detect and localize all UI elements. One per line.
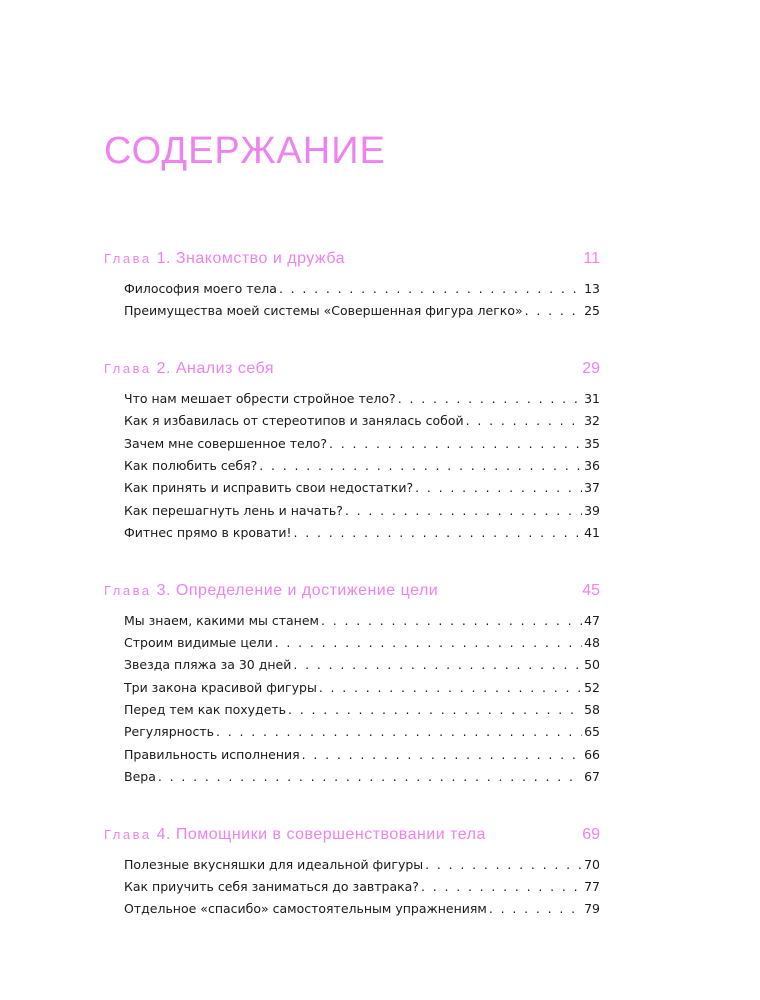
dot-leader: [216, 721, 582, 743]
chapter-4: [104, 823, 600, 921]
entry-page: 32: [584, 413, 600, 429]
chapter-entries: [104, 854, 600, 921]
entry-title: Как я избавилась от стереотипов и занялась собой: [124, 413, 464, 429]
chapter-heading[interactable]: [104, 357, 600, 381]
dot-leader: [425, 854, 582, 876]
entry-page: 47: [584, 612, 600, 628]
toc-entry[interactable]: [124, 744, 600, 766]
dot-leader: [329, 433, 582, 455]
chapter-entries: [104, 278, 600, 323]
toc-entry[interactable]: [124, 699, 600, 721]
chapter-prefix: Глава: [104, 251, 152, 266]
entry-title: Как принять и исправить свои недостатки?: [124, 480, 414, 496]
entry-page: 79: [584, 901, 600, 917]
entry-page: 66: [584, 746, 600, 762]
toc-entry[interactable]: [124, 766, 600, 788]
chapter-heading[interactable]: [104, 823, 600, 847]
toc-entry[interactable]: [124, 500, 600, 522]
chapter-prefix: Глава: [104, 582, 152, 598]
chapter-page: 69: [582, 825, 600, 843]
dot-leader: [421, 876, 582, 898]
chapter-heading[interactable]: [104, 579, 600, 603]
chapter-title: Помощники в совершенствовании тела: [175, 825, 486, 843]
entry-page: 35: [584, 435, 600, 451]
entry-title: Фитнес прямо в кровати!: [124, 525, 292, 541]
entry-title: Как полюбить себя?: [124, 457, 258, 473]
entry-page: 37: [584, 480, 600, 496]
toc-entry[interactable]: [124, 610, 600, 632]
dot-leader: [345, 500, 582, 522]
entry-page: 58: [584, 702, 600, 718]
dot-leader: [525, 300, 582, 322]
chapter-prefix: Глава: [104, 360, 152, 376]
entry-title: Полезные вкусняшки для идеальной фигуры: [124, 856, 424, 872]
table-of-contents: [104, 247, 600, 955]
chapter-number: 3.: [156, 581, 171, 599]
chapter-label: [104, 357, 274, 381]
entry-title: Перед тем как похудеть: [124, 702, 287, 718]
chapter-page: 29: [582, 359, 600, 377]
chapter-number: 4.: [156, 825, 171, 843]
dot-leader: [288, 699, 582, 721]
chapter-page: 45: [582, 581, 600, 599]
entry-title: Вера: [124, 769, 156, 785]
entry-title: Звезда пляжа за 30 дней: [124, 657, 292, 673]
entry-page: 67: [584, 769, 600, 785]
toc-entry[interactable]: [124, 522, 600, 544]
chapter-number: 1.: [156, 250, 171, 267]
entry-title: Правильность исполнения: [124, 746, 300, 762]
toc-entry[interactable]: [124, 410, 600, 432]
dot-leader: [319, 677, 582, 699]
entry-page: 31: [584, 390, 600, 406]
entry-title: Мы знаем, какими мы станем: [124, 612, 319, 628]
chapter-entries: [104, 610, 600, 789]
entry-page: 36: [584, 457, 600, 473]
entry-title: Философия моего тела: [124, 281, 277, 296]
chapter-3: [104, 579, 600, 789]
toc-entry[interactable]: [124, 300, 600, 322]
chapter-prefix: Глава: [104, 826, 152, 842]
entry-title: Зачем мне совершенное тело?: [124, 435, 327, 451]
toc-entry[interactable]: [124, 677, 600, 699]
chapter-label: [104, 579, 438, 603]
entry-page: 25: [584, 303, 600, 319]
dot-leader: [302, 744, 582, 766]
toc-entry[interactable]: [124, 654, 600, 676]
chapter-2: [104, 357, 600, 545]
chapter-number: 2.: [156, 359, 171, 377]
chapter-title: Анализ себя: [175, 359, 275, 377]
dot-leader: [321, 610, 582, 632]
chapter-title: Определение и достижение цели: [175, 581, 439, 599]
entry-title: Как перешагнуть лень и начать?: [124, 502, 343, 518]
toc-entry[interactable]: [124, 278, 600, 300]
entry-title: Строим видимые цели: [124, 634, 273, 650]
toc-entry[interactable]: [124, 388, 600, 410]
dot-leader: [279, 278, 582, 300]
toc-entry[interactable]: [124, 898, 600, 920]
dot-leader: [415, 477, 582, 499]
entry-title: Преимущества моей системы «Совершенная фигура легко»: [124, 303, 523, 319]
entry-page: 50: [584, 657, 600, 673]
toc-entry[interactable]: [124, 477, 600, 499]
dot-leader: [158, 766, 582, 788]
toc-entry[interactable]: [124, 632, 600, 654]
dot-leader: [293, 654, 582, 676]
chapter-1: [104, 247, 600, 323]
entry-page: 65: [584, 724, 600, 740]
toc-entry[interactable]: [124, 876, 600, 898]
entry-title: Отдельное «спасибо» самостоятельным упражнениям: [124, 901, 487, 917]
dot-leader: [259, 455, 582, 477]
entry-title: Как приучить себя заниматься до завтрака?: [124, 879, 419, 895]
dot-leader: [489, 898, 582, 920]
entry-title: Регулярность: [124, 724, 214, 740]
chapter-title: Знакомство и дружба: [175, 250, 346, 267]
chapter-label: [104, 247, 345, 271]
toc-entry[interactable]: [124, 854, 600, 876]
dot-leader: [293, 522, 582, 544]
entry-title: Три закона красивой фигуры: [124, 679, 317, 695]
dot-leader: [398, 388, 582, 410]
page-title: СОДЕРЖАНИЕ: [104, 130, 386, 172]
toc-entry[interactable]: [124, 721, 600, 743]
chapter-page: 11: [583, 250, 600, 267]
chapter-heading[interactable]: [104, 247, 600, 271]
entry-title: Что нам мешает обрести стройное тело?: [124, 390, 396, 406]
entry-page: 39: [584, 502, 600, 518]
entry-page: 13: [584, 281, 600, 296]
dot-leader: [466, 410, 583, 432]
toc-entry[interactable]: [124, 455, 600, 477]
dot-leader: [275, 632, 582, 654]
toc-entry[interactable]: [124, 433, 600, 455]
chapter-label: [104, 823, 486, 847]
entry-page: 48: [584, 634, 600, 650]
entry-page: 77: [584, 879, 600, 895]
entry-page: 70: [584, 856, 600, 872]
entry-page: 41: [584, 525, 600, 541]
entry-page: 52: [584, 679, 600, 695]
chapter-entries: [104, 388, 600, 545]
